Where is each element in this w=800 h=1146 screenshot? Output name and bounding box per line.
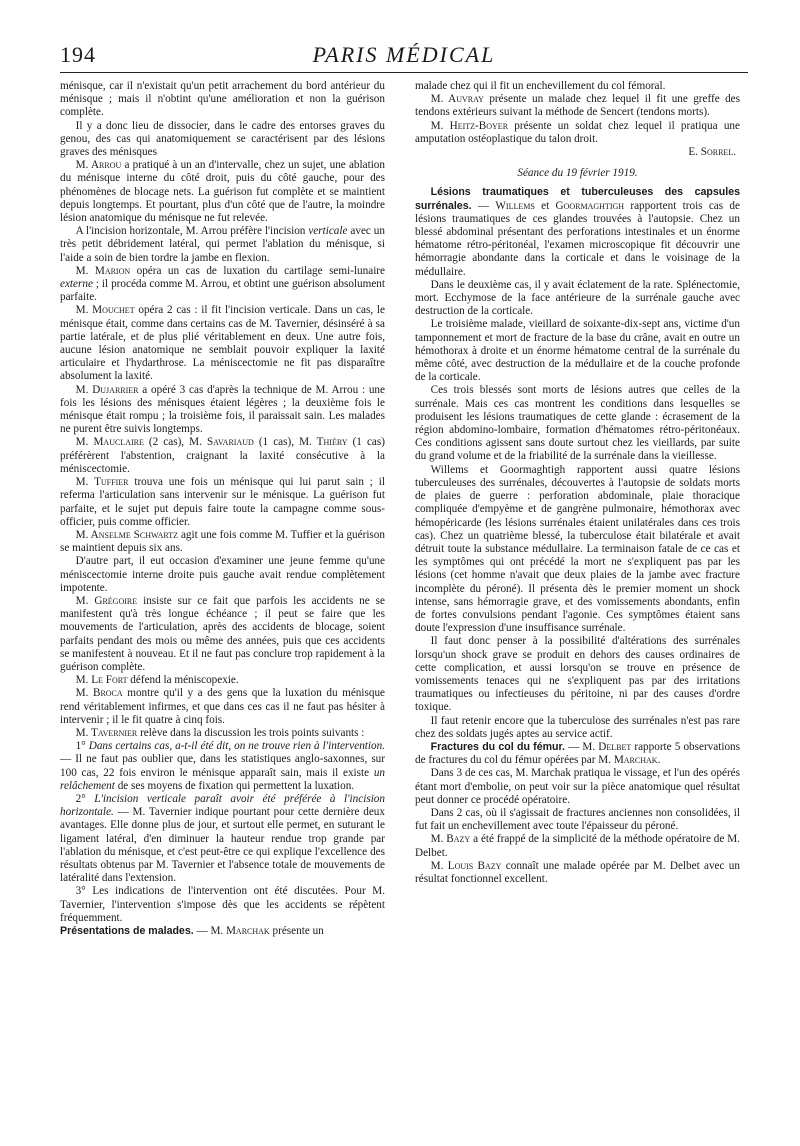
paragraph: ménisque, car il n'existait qu'un petit arrachement du bord antérieur du ménisque ; mais il n'obtint qu'une amélioration et non la guérison complète. bbox=[60, 80, 385, 119]
paragraph bbox=[60, 727, 385, 740]
running-title: PARIS MÉDICAL bbox=[312, 42, 496, 67]
paragraph bbox=[60, 529, 385, 555]
paragraph: D'autre part, il eut occasion d'examiner une jeune femme qu'une méniscectomie interne droite puis gauche avait rendue complètement impotente. bbox=[60, 555, 385, 594]
author-name: M. Anselme Schwartz bbox=[75, 528, 179, 541]
author-name: M. Thiéry bbox=[299, 436, 348, 449]
paragraph-text: — M. Tavernier indique pourtant pour cette dernière deux avantages. Elle donne plus de jour, et surtout elle permet, en suturant le ligament latéral, d'en diminuer la hauteur rendue trop grande par l'ablation du ménisque, et c'est peut-être ce qui explique l'excellence des résultats obtenus par M. Tavernier et l'absence totale de mouvements de latéralité dans l'extension. bbox=[60, 806, 385, 885]
list-number: 2° bbox=[75, 792, 95, 805]
paragraph bbox=[60, 225, 385, 265]
author-name: M. Marion bbox=[75, 264, 131, 277]
paragraph: Dans le deuxième cas, il y avait éclatement de la rate. Splénectomie, mort. Ecchymose de la face antérieure de la surrénale gauche avec destruction de la corticale. bbox=[415, 278, 740, 318]
emphasis: L'incision verticale paraît avoir été préférée à l'incision horizontale. bbox=[60, 792, 385, 819]
paragraph bbox=[60, 384, 385, 437]
author-name: M. Heitz-Boyer bbox=[430, 119, 509, 132]
paragraph: Dans 3 de ces cas, M. Marchak pratiqua le vissage, et l'un des opérés étant mort d'embolie, on peut voir sur la pièce anatomique quel résultat peut donner ce procédé opératoire. bbox=[415, 767, 740, 806]
paragraph: Ces trois blessés sont morts de lésions autres que celles de la surrénale. Mais ces cas montrent les conditions dans lesquelles se produisent les lésions traumatiques de cette glande : écrasement de la région abdomino-lombaire, formation d'hématomes rétro-péritonéaux. Ces conditions agissent sans doute surtout chez les vieillards, par suite du grand volume et de la friabilité de la surrénale dans la vieillesse. bbox=[415, 384, 740, 463]
paragraph-text: — bbox=[471, 199, 496, 212]
author-name: M. Mouchet bbox=[75, 304, 135, 317]
session-heading: Séance du 19 février 1919. bbox=[517, 167, 638, 180]
right-column bbox=[415, 80, 740, 886]
page-header bbox=[60, 38, 748, 73]
paragraph bbox=[60, 436, 385, 476]
author-name: M. Tuffier bbox=[75, 476, 129, 489]
paragraph bbox=[60, 925, 385, 938]
paragraph-text: relève dans la discussion les trois points suivants : bbox=[137, 726, 365, 739]
paragraph-text: montre qu'il y a des gens que la luxation du ménisque rend véritablement infirmes, et que dans ces cas il ne faut pas hésiter à intervenir ; il le fit quatre à cinq fois. bbox=[60, 687, 386, 726]
paragraph-text: opéra un cas de luxation du cartilage semi-lunaire bbox=[130, 264, 385, 277]
section-heading: Lésions traumatiques et tuberculeuses des capsules surrénales. bbox=[415, 186, 740, 212]
paragraph bbox=[60, 740, 385, 793]
author-name: M. Savariaud bbox=[189, 436, 254, 449]
paragraph bbox=[415, 833, 740, 859]
paragraph-text: insiste sur ce fait que parfois les accidents ne se manifestent qu'à très longue échéance ; il peut se faire que les mouvements de l'articulation, après des accidents de blocage, soient parfaits pendant des mois ou même des années, puis que ces accidents se manifestent à nouveau. Et il ne faut pas conclure trop rapidement à la guérison complète. bbox=[60, 594, 385, 673]
author-name: M. Delbet bbox=[582, 740, 632, 753]
paragraph-text: ; il procéda comme M. Arrou, et obtint une guérison absolument parfaite. bbox=[60, 278, 385, 304]
author-name: M. Tavernier bbox=[75, 726, 138, 739]
author-name: M. Auvray bbox=[430, 93, 484, 106]
emphasis: un relâchement bbox=[60, 766, 385, 792]
paragraph bbox=[60, 159, 385, 225]
paragraph-text: opéra 2 cas : il fit l'incision verticale. Dans un cas, le ménisque était, comme dans certains cas de M. Tavernier, désinséré à sa partie latérale, et de plus plié véritablement en deux. Une autre fois, aucune lésion anatomique ne semblait pouvoir expliquer la laxité articulaire et l'hydarthrose. La méniscectomie ne fit pas disparaître absolument la laxité. bbox=[60, 304, 385, 383]
paragraph-text: défend la méniscopexie. bbox=[127, 674, 239, 687]
author-name: M. Arrou bbox=[75, 159, 122, 172]
paragraph bbox=[415, 120, 740, 146]
paragraph bbox=[60, 595, 385, 674]
paragraph: Il faut retenir encore que la tuberculose des surrénales n'est pas rare chez des soldats jugés aptes au service actif. bbox=[415, 714, 740, 740]
paragraph-text: présente un bbox=[269, 925, 324, 937]
paragraph-text: et bbox=[534, 199, 556, 212]
paragraph bbox=[60, 793, 385, 885]
paragraph bbox=[415, 860, 740, 886]
paragraph-text: agit une fois comme M. Tuffier et la guérison se maintient depuis six ans. bbox=[60, 528, 385, 555]
paragraph-text: rapportent trois cas de lésions traumatiques de ces glandes trouvées à l'autopsie. Chez un blessé abdominal présentant des perforations intestinales et un énorme hématome rétro-péritonéal, l'examen microscopique fit découvrir une hémorragie abondante dans la corticale et dans le voisinage de la médullaire. bbox=[415, 199, 740, 278]
paragraph-text: présente un malade chez lequel il fit une greffe des tendons extérieurs suivant la méthode de Sencert (tendons morts). bbox=[415, 93, 740, 119]
paragraph: Willems et Goormaghtigh rapportent aussi quatre lésions tuberculeuses des surrénales, découvertes à l'autopsie de soldats morts de plaies de guerre : perforation abdominale, plaie thoracique compliquée d'empyème et de gangrène pulmonaire, hémothorax avec hémopéricarde (les lésions surrénales étaient unilatérales dans ces trois cas). Chez un quatrième blessé, la tuberculose était bilatérale et avait détruit toute la substance médullaire. La terminaison fatale de ce cas et les symptômes qui ont précédé la mort ne s'expliquent pas par les lésions (cet homme n'avait que deux plaies de la jambe avec fracture incomplète du péroné). Il présenta dès le premier moment un shock intense, sans hémorragie grave, et des vomissements abondants, enfin de fortes convulsions pendant l'agonie. Ces symptômes étaient sans doute l'expression d'une insuffisance surrénale. bbox=[415, 463, 740, 635]
paragraph bbox=[60, 674, 385, 687]
paragraph-text: a été frappé de la simplicité de la méthode opératoire de M. Delbet. bbox=[415, 833, 740, 859]
author-name: Goormaghtigh bbox=[555, 199, 625, 212]
author-name: M. Le Fort bbox=[75, 674, 128, 687]
paragraph-text: (1 cas) préférèrent l'abstention, craignant la laxité consécutive à la méniscectomie. bbox=[60, 436, 385, 475]
paragraph-text: (1 cas), bbox=[253, 436, 300, 449]
signature: E. Sorrel. bbox=[688, 146, 736, 159]
paragraph-text: connaît une malade opérée par M. Delbet avec un résultat fonctionnel excellent. bbox=[415, 859, 740, 885]
paragraph-text: de ses moyens de fixation qui permettent la luxation. bbox=[114, 779, 355, 792]
paragraph-text: rapporte 5 observations de fractures du col du fémur opérées par bbox=[415, 740, 740, 767]
paragraph bbox=[415, 186, 740, 278]
emphasis: externe bbox=[60, 278, 93, 291]
paragraph bbox=[60, 687, 385, 727]
paragraph: Le troisième malade, vieillard de soixante-dix-sept ans, victime d'un tamponnement et mort de fracture de la base du crâne, avait en outre un hémothorax à droite et un énorme hématome central de la surrénale du même côté, avec destruction de la médullaire et de la couche profonde de la corticale. bbox=[415, 318, 740, 384]
paragraph bbox=[60, 304, 385, 383]
author-name: M. Louis Bazy bbox=[430, 859, 502, 872]
author-name: M. Grégoire bbox=[75, 594, 138, 607]
paragraph-text: — bbox=[193, 925, 211, 937]
page-number: 194 bbox=[60, 42, 96, 67]
paragraph: 3° Les indications de l'intervention ont été discutées. Pour M. Tavernier, l'intervention s'impose dès que les accidents se répètent fréquemment. bbox=[60, 885, 385, 924]
section-heading: Présentations de malades. bbox=[60, 925, 194, 937]
paragraph: Il faut donc penser à la possibilité d'altérations des surrénales lorsqu'un shock grave se produit en dehors des causes ordinaires de cette complication, et aussi lorsqu'on se trouve en présence de vomissements tenaces qui ne s'expliquent pas par des irritations traumatiques ou infectieuses du péritoine, ni par des causes d'ordre toxique. bbox=[415, 635, 740, 714]
paragraph-text: a pratiqué à un an d'intervalle, chez un sujet, une ablation du ménisque interne du côté droit, puis du côté gauche, pour des phénomènes de blocage nets. La guérison fut complète et se maintient depuis longtemps. Et pourtant, plus d'un côté que de l'autre, la moindre lésion anatomique du ménisque ne fut relevée. bbox=[60, 159, 385, 225]
paragraph bbox=[60, 476, 385, 529]
paragraph bbox=[415, 93, 740, 119]
paragraph-text: . bbox=[657, 754, 661, 767]
section-heading: Fractures du col du fémur. bbox=[430, 740, 565, 753]
list-number: 1° bbox=[75, 740, 89, 753]
paragraph: malade chez qui il fit un enchevillement du col fémoral. bbox=[415, 80, 666, 92]
paragraph: Il y a donc lieu de dissocier, dans le cadre des entorses graves du genou, des cas qui anatomiquement se caractérisent par des lésions graves des ménisques bbox=[60, 119, 385, 159]
author-name: M. Marchak bbox=[210, 925, 270, 937]
author-name: M. Broca bbox=[75, 687, 123, 700]
paragraph-text: présente un soldat chez lequel il pratiqua une amputation ostéoplastique du talon droit. bbox=[415, 119, 740, 145]
paragraph bbox=[415, 741, 740, 767]
paragraph-text: (2 cas), bbox=[143, 436, 190, 449]
paragraph-text: — Il ne faut pas oublier que, dans les statistiques anglo-saxonnes, sur 100 cas, 22 fois environ le ménisque apparaît sain, mais il existe bbox=[60, 753, 385, 779]
paragraph-text: A l'incision horizontale, M. Arrou préfère l'incision bbox=[75, 225, 309, 238]
paragraph: Dans 2 cas, où il s'agissait de fractures anciennes non consolidées, il fut fait un enchevillement avec toute l'épaisseur du péroné. bbox=[415, 806, 740, 833]
paragraph-text: trouva une fois un ménisque qui lui parut sain ; il referma l'articulation sans intervenir sur le ménisque. La guérison fut parfaite, et le sujet put depuis faire toute la campagne comme sous-officier, puis comme officier. bbox=[60, 476, 385, 528]
emphasis: verticale bbox=[308, 225, 348, 238]
left-column bbox=[60, 80, 385, 938]
paragraph bbox=[60, 265, 385, 305]
author-name: M. Dujarrier bbox=[75, 383, 139, 396]
author-name: Willems bbox=[495, 199, 535, 212]
author-name: M. Bazy bbox=[430, 833, 471, 846]
paragraph-text: avec un très petit débridement latéral, qui permet l'ablation du ménisque, si l'aide a soin de bien tordre la jambe en flexion. bbox=[60, 225, 385, 264]
author-name: M. Marchak bbox=[598, 754, 658, 767]
paragraph-text: a opéré 3 cas d'après la technique de M. Arrou : une fois les lésions des ménisques étaient légères ; la deuxième fois le ménisque était rompu ; la troisième fois, il paraissait sain. Les malades ne purent être suivis longtemps. bbox=[60, 383, 385, 436]
author-name: M. Mauclaire bbox=[75, 436, 144, 449]
emphasis: Dans certains cas, a-t-il été dit, on ne trouve rien à l'intervention. bbox=[88, 740, 385, 753]
paragraph-text: — bbox=[564, 740, 583, 753]
